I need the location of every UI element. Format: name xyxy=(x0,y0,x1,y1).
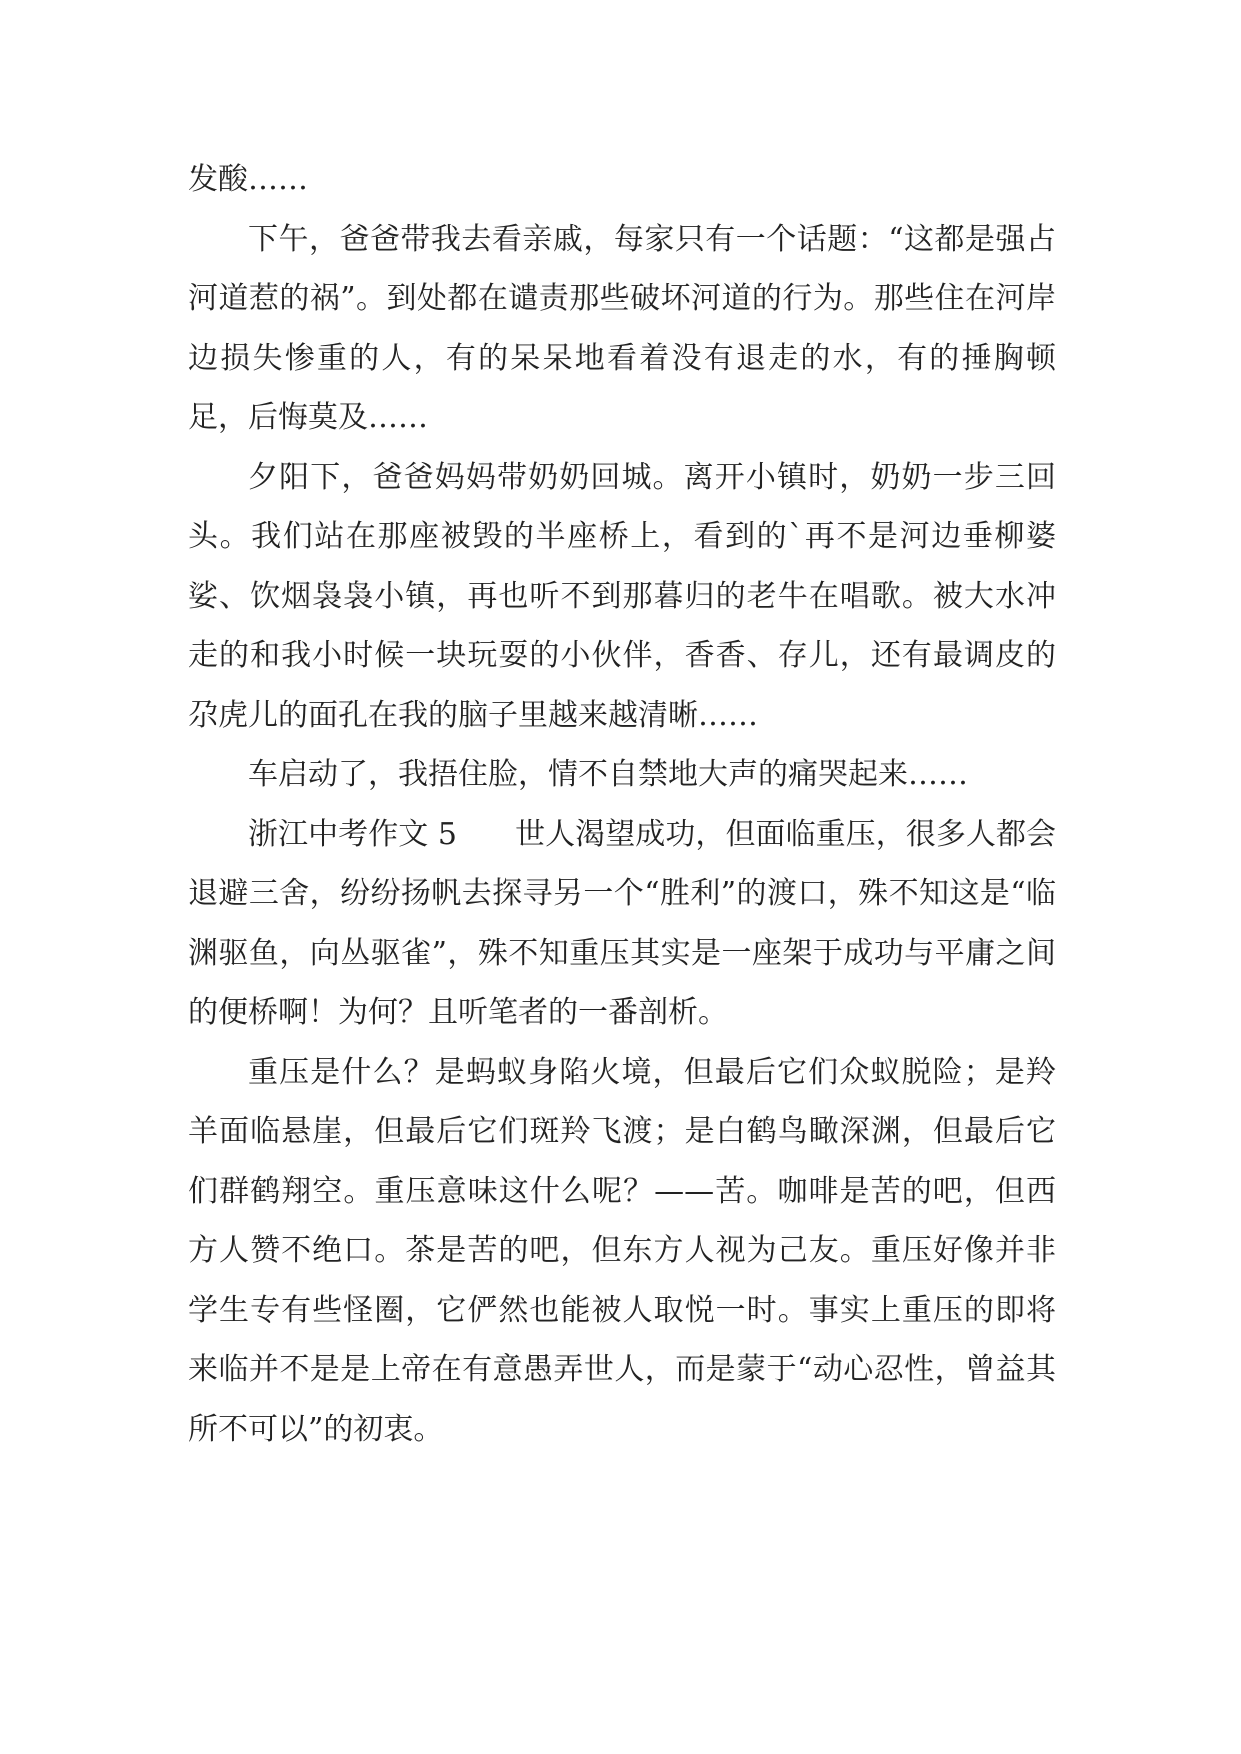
essay-heading: 浙江中考作文 5 xyxy=(248,816,458,852)
paragraph-3: 夕阳下，爸爸妈妈带奶奶回城。离开小镇时，奶奶一步三回头。我们站在那座被毁的半座桥上，看到的`再不是河边垂柳婆娑、饮烟袅袅小镇，再也听不到那暮归的老牛在唱歌。被大水冲走的和我小时候一块玩耍的小伙伴，香香、存儿，还有最调皮的尕虎儿的面孔在我的脑子里越来越清晰…… xyxy=(188,459,1056,733)
essay-first-text: 世人渴望成功，但面临重压，很多人都会退避三舍，纷纷扬帆去探寻另一个“胜利”的渡口，殊不知这是“临渊驱鱼，向丛驱雀”，殊不知重压其实是一座架于成功与平庸之间的便桥啊！为何？且听笔者的一番剖析。 xyxy=(188,816,1057,1030)
paragraph-6: 重压是什么？是蚂蚁身陷火境，但最后它们众蚁脱险；是羚羊面临悬崖，但最后它们斑羚飞渡；是白鹤鸟瞰深渊，但最后它们群鹤翔空。重压意味这什么呢？——苦。咖啡是苦的吧，但西方人赞不绝口。茶是苦的吧，但东方人视为己友。重压好像并非学生专有些怪圈，它俨然也能被人取悦一时。事实上重压的即将来临并不是是上帝在有意愚弄世人，而是蒙于“动心忍性，曾益其所不可以”的初衷。 xyxy=(188,1054,1056,1447)
paragraph-2: 下午，爸爸带我去看亲戚，每家只有一个话题：“这都是强占河道惹的祸”。到处都在谴责那些破坏河道的行为。那些住在河岸边损失惨重的人，有的呆呆地看着没有退走的水，有的捶胸顿足，后悔莫及…… xyxy=(188,221,1056,435)
paragraph-4: 车启动了，我捂住脸，情不自禁地大声的痛哭起来…… xyxy=(248,757,968,792)
paragraph-1: 发酸…… xyxy=(188,162,308,197)
essay-intro-paragraph xyxy=(188,805,1056,1043)
document-body xyxy=(188,150,1056,1459)
